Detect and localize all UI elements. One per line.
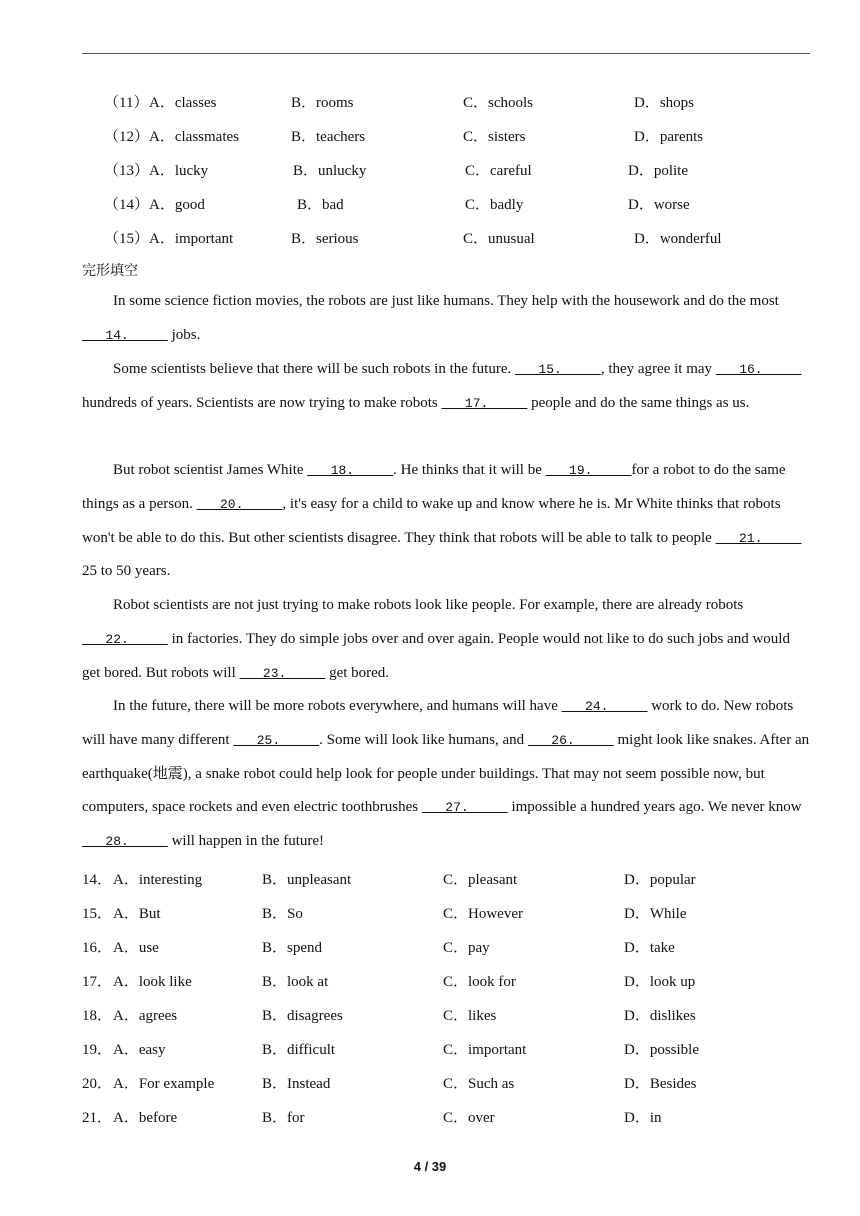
option-a: A．But [113, 906, 161, 922]
option-d: D．dislikes [624, 1008, 696, 1024]
option-c: C．badly [465, 197, 524, 213]
option-b: B．teachers [291, 129, 366, 145]
section-title: 完形填空 [82, 263, 138, 279]
blank-23: 23. [239, 665, 326, 681]
passage-text: In the future, there will be more robots everywhere, and humans will have [113, 698, 562, 714]
option-a: A．look like [113, 974, 192, 990]
option-a: A．before [113, 1110, 178, 1126]
passage-text: Some scientists believe that there will be such robots in the future. [113, 361, 515, 377]
blank-24: 24. [561, 699, 648, 714]
question-number: （14） [104, 197, 150, 213]
option-a: A．good [149, 197, 205, 213]
option-a: A．For example [113, 1076, 215, 1092]
option-c: C．careful [465, 163, 532, 179]
option-a: A．use [113, 940, 159, 956]
option-c: C．likes [443, 1008, 497, 1024]
passage-text: in factories. They do simple jobs over and over again. People would not like to do such jobs and would get bored. But robots will [82, 630, 790, 681]
blank-20: 20. [196, 496, 283, 512]
question-number: 14． [82, 872, 113, 888]
passage-text: , it's easy for a child to wake up and know where he is. Mr White thinks that robots won't be able to do this. But other scientists disagree. They think that robots will be able to talk to people [82, 495, 781, 546]
option-a: A．important [149, 231, 234, 247]
option-d: D．take [624, 940, 675, 956]
blank-26: 26. [527, 732, 614, 748]
blank-19: 19. [545, 463, 632, 478]
option-b: B．difficult [262, 1042, 336, 1058]
question-number: 18． [82, 1008, 113, 1024]
option-c: C．look for [443, 974, 516, 990]
passage-text: hundreds of years. Scientists are now trying to make robots [82, 394, 442, 411]
option-d: D．shops [634, 95, 695, 111]
question-number: 15． [82, 906, 113, 922]
blank-14: 14. [82, 327, 168, 343]
passage-text: , they agree it may [600, 361, 716, 377]
passage-text: jobs. [167, 326, 201, 343]
option-b: B．serious [291, 231, 359, 247]
option-d: D．worse [628, 197, 690, 213]
passage-text: work to do. New robots will have many different [82, 698, 794, 748]
question-number: 21． [82, 1110, 113, 1126]
blank-15: 15. [515, 362, 601, 377]
blank-21: 21. [715, 530, 802, 546]
question-number: （11） [104, 95, 149, 111]
option-c: C．However [443, 906, 523, 922]
option-b: B．So [262, 906, 303, 922]
option-b: B．unpleasant [262, 872, 352, 888]
option-b: B．for [262, 1110, 305, 1126]
paragraph-3 [82, 454, 810, 589]
option-d: D．wonderful [634, 231, 722, 247]
option-d: D．in [624, 1110, 662, 1126]
option-d: D．popular [624, 872, 696, 888]
option-c: C．important [443, 1042, 527, 1058]
passage-text: . Some will look like humans, and [319, 731, 528, 748]
option-a: A．classes [149, 95, 217, 111]
option-c: C．sisters [463, 129, 526, 145]
option-b: B．unlucky [293, 163, 367, 179]
question-number: （13） [104, 163, 150, 179]
passage-text: But robot scientist James White [113, 462, 308, 478]
option-a: A．lucky [149, 163, 209, 179]
question-number: （12） [104, 129, 150, 145]
option-c: C．pleasant [443, 872, 518, 888]
passage-text: 25 to 50 years. [82, 563, 171, 580]
passage-text: will happen in the future! [167, 833, 325, 850]
option-b: B．spend [262, 940, 323, 956]
option-d: D．look up [624, 974, 696, 990]
option-a: A．interesting [113, 872, 203, 888]
question-number: 20． [82, 1076, 113, 1092]
question-number: 19． [82, 1042, 113, 1058]
passage-text: In some science fiction movies, the robots are just like humans. They help with the housework and do the most [113, 293, 779, 309]
passage-text: impossible a hundred years ago. We never know [507, 799, 802, 816]
page-number: 4 / 39 [413, 1159, 447, 1174]
option-c: C．schools [463, 95, 534, 111]
option-b: B．look at [262, 974, 329, 990]
passage-text: get bored. [325, 664, 390, 681]
blank-28: 28. [82, 834, 168, 850]
passage-text: Robot scientists are not just trying to make robots look like people. For example, there are already robots [113, 597, 744, 613]
blank-27: 27. [421, 800, 508, 816]
option-b: B．bad [297, 197, 344, 213]
question-number: 17． [82, 974, 113, 990]
option-b: B．disagrees [262, 1008, 343, 1024]
question-number: （15） [104, 231, 150, 247]
paragraph-2 [82, 353, 810, 421]
option-a: A．easy [113, 1042, 166, 1058]
option-a: A．agrees [113, 1008, 178, 1024]
option-d: D．polite [628, 163, 688, 179]
option-d: D．possible [624, 1042, 700, 1058]
blank-22: 22. [82, 631, 168, 647]
blank-16: 16. [715, 362, 802, 377]
option-a: A．classmates [149, 129, 239, 145]
blank-18: 18. [307, 463, 394, 478]
option-b: B．Instead [262, 1076, 331, 1092]
option-b: B．rooms [291, 95, 354, 111]
paragraph-4 [82, 589, 810, 690]
paragraph-5 [82, 690, 810, 859]
blank-17: 17. [441, 395, 528, 411]
passage-text: . He thinks that it will be [393, 462, 546, 478]
option-c: C．unusual [463, 231, 535, 247]
option-d: D．parents [634, 129, 704, 145]
header-rule [82, 53, 810, 54]
option-c: C．Such as [443, 1076, 515, 1092]
passage-text: people and do the same things as us. [527, 394, 750, 411]
question-number: 16． [82, 940, 113, 956]
option-d: D．While [624, 906, 687, 922]
option-c: C．over [443, 1110, 495, 1126]
passage-text: for a robot to do the same things as a person. [82, 462, 786, 512]
blank-25: 25. [233, 732, 320, 748]
option-d: D．Besides [624, 1076, 697, 1092]
passage-text: might look like snakes. After an earthquake(地震), a snake robot could help look for people under buildings. That may not seem possible now, but computers, space rockets and even electric toothbrushes [82, 731, 810, 816]
option-c: C．pay [443, 940, 490, 956]
paragraph-1 [82, 285, 810, 353]
